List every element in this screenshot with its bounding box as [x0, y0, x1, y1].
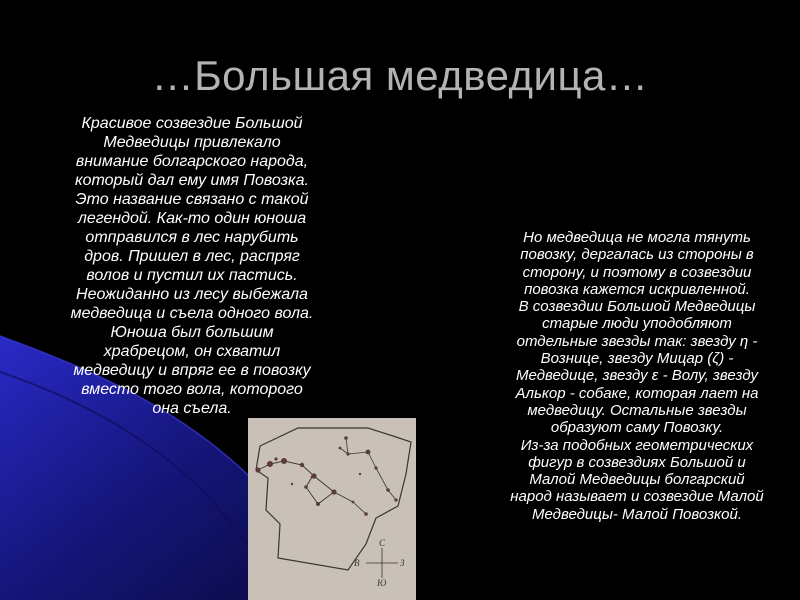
star-extra-9: [394, 498, 397, 501]
star-extra-3: [366, 450, 371, 455]
star-alcor: [274, 457, 277, 460]
map-background: [248, 418, 416, 600]
star-delta: [300, 463, 304, 467]
star-extra-1: [316, 502, 320, 506]
star-zeta: [267, 461, 273, 467]
star-extra-13: [359, 473, 361, 475]
star-extra-6: [339, 447, 342, 450]
star-extra-7: [374, 466, 377, 469]
constellation-map: [248, 418, 416, 600]
star-eta: [255, 467, 260, 472]
compass-south-label: Ю: [377, 578, 387, 588]
star-extra-4: [344, 436, 348, 440]
star-extra-10: [364, 512, 368, 516]
star-extra-5: [346, 452, 349, 455]
legend-text: Красивое созвездие Большой Медведицы привлекало внимание болгарского народа, который дал ему имя Повозка. Это название связано с такой легендой. Как-то один юноша отправился в лес нарубить дров. Пришел в лес, распряг волов и пустил их пастись. Неожиданно из лесу выбежала медведица и съела одного вола. Юноша был большим храбрецом, он схватил медведицу и впряг ее в повозку вместо того вола, которого она съела.: [70, 115, 314, 417]
star-beta: [331, 489, 336, 494]
star-extra-8: [386, 488, 390, 492]
star-alpha: [311, 476, 314, 479]
star-extra-2: [304, 485, 308, 489]
slide-title: …Большая медведица…: [151, 52, 649, 99]
star-extra-11: [352, 501, 355, 504]
star-names-text: Но медведица не могла тянуть повозку, дергалась из стороны в сторону, и поэтому в созвездии повозка кажется искривленной. В созвездии Большой Медведицы старые люди уподобляют отдельные звезды так: звезду η - Вознице, звезду Мицар (ζ) - Медведице, звезду ε - Волу, звезду Алькор - собаке, которая лает на медведицу. Остальные звезды образуют саму Повозку. Из-за подобных геометрических фигур в созвездиях Большой и Малой Медведицы болгарский народ называет и созвездие Малой Медведицы- Малой Повозкой.: [510, 229, 764, 523]
compass-west-label: В: [354, 558, 360, 568]
star-epsilon: [281, 458, 287, 464]
star-extra-12: [291, 483, 293, 485]
compass-north-label: С: [379, 538, 386, 548]
compass-east-label: З: [400, 558, 405, 568]
